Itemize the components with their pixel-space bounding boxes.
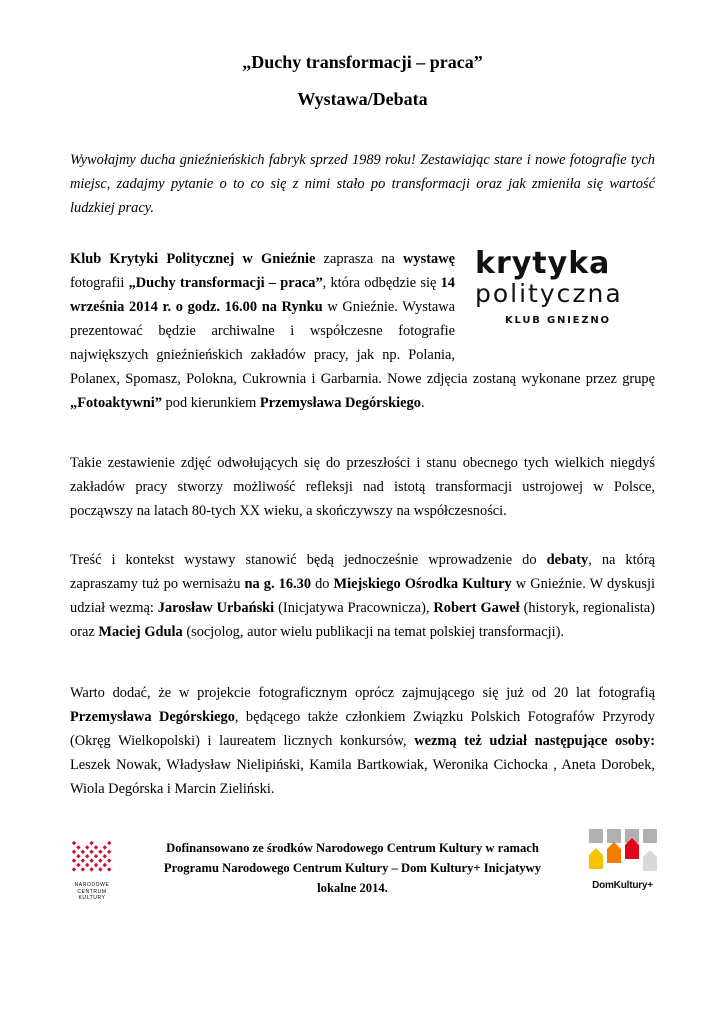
funding-note: Dofinansowano ze środków Narodowego Centrum Kultury w ramach Programu Narodowego Centrum Kultury – Dom Kultury+ Inicjatywy lokalne 2014. — [163, 841, 542, 895]
text-run: w Gnieźnie. W dyskusji udział wezmą: — [70, 576, 655, 616]
text-run: (Inicjatywa Pracownicza), — [274, 600, 434, 616]
nck-emblem-diamond — [107, 867, 111, 871]
kp-logo-line3: KLUB GNIEZNO — [505, 315, 611, 326]
invitation-section — [70, 247, 655, 415]
text-run: pod kierunkiem — [161, 395, 260, 411]
organizer-name: Klub Krytyki Politycznej w Gnieźnie — [70, 251, 316, 267]
text-run: Warto dodać, że w projekcie fotograficznym oprócz zajmującego się już od 20 lat fotografią — [70, 685, 655, 701]
speaker-name: Robert Gaweł — [433, 600, 520, 616]
nck-emblem-diamond — [72, 867, 76, 871]
nck-emblem-diamond — [81, 867, 85, 871]
nck-emblem-diamond — [72, 850, 76, 854]
dk-house-top — [643, 829, 657, 843]
photographer-name: Przemysława Degórskiego — [70, 709, 235, 725]
nck-emblem-diamond — [107, 841, 111, 845]
photographer-name: Przemysława Degórskiego — [259, 395, 421, 411]
nck-emblem-diamond — [81, 858, 85, 862]
kp-logo-line2: polityczna — [475, 279, 623, 308]
nck-emblem-diamond — [85, 863, 89, 867]
nck-emblem-diamond — [85, 845, 89, 849]
nck-emblem-diamond — [94, 854, 98, 858]
nck-logo-line1: NARODOWE — [74, 882, 110, 888]
group-name: „Fotoaktywni” — [70, 395, 162, 411]
nck-logo-line3: KULTURY — [78, 895, 106, 901]
exhibition-name: „Duchy transformacji – praca” — [128, 275, 323, 291]
speaker-name: Maciej Gdula — [98, 624, 183, 640]
document-subtitle: Wystawa/Debata — [297, 89, 428, 109]
dk-house-top — [607, 829, 621, 843]
debate-paragraph — [70, 548, 655, 644]
nck-emblem-diamond — [81, 850, 85, 854]
event-date: 14 września 2014 r. o godz. 16.00 na Rynku — [70, 275, 455, 315]
venue-name: Miejskiego Ośrodka Kultury — [333, 576, 512, 592]
text-run-bold: wezmą też udział następujące osoby: — [414, 733, 655, 749]
speaker-name: Jarosław Urbański — [157, 600, 275, 616]
text-run: do — [311, 576, 334, 592]
nck-emblem-diamond — [76, 863, 80, 867]
text-run: fotografii — [70, 275, 129, 291]
nck-emblem-diamond — [103, 854, 107, 858]
dk-house-body — [607, 842, 621, 863]
intro-paragraph: Wywołajmy ducha gnieźnieńskich fabryk sprzed 1989 roku! Zestawiając stare i nowe fotografie tych miejsc, zadajmy pytanie o to co się z nimi stało po transformacji oraz jak zmieniła się wartość ludzkiej pracy. — [70, 152, 655, 216]
dk-house-body — [643, 850, 657, 871]
kp-logo-line1: krytyka — [475, 246, 611, 281]
dk-house-body — [589, 848, 603, 869]
nck-emblem-diamond — [103, 845, 107, 849]
nck-emblem-diamond — [107, 858, 111, 862]
text-run: (historyk, regionalista) oraz — [70, 600, 655, 640]
nck-emblem-diamond — [98, 858, 102, 862]
nck-emblem-diamond — [76, 854, 80, 858]
dom-kultury-plus-logo — [585, 827, 660, 897]
nck-emblem-diamond — [103, 863, 107, 867]
nck-emblem-diamond — [89, 841, 93, 845]
dk-logo-text: DomKultury+ — [592, 880, 653, 891]
nck-emblem-diamond — [98, 867, 102, 871]
nck-emblem-diamond — [94, 863, 98, 867]
text-run: . — [420, 395, 425, 411]
nck-logo-line2: CENTRUM — [77, 888, 107, 895]
krytyka-polityczna-logo — [475, 246, 655, 345]
reflection-paragraph: Takie zestawienie zdjęć odwołujących się do przeszłości i stanu obecnego tych wielkich niegdyś zakładów pracy stworzy możliwość refleksji nad istotą transformacji ustrojowej w Polsce, począwszy na latach 80-tych XX wieku, a skończywszy na współczesności. — [70, 455, 655, 519]
nck-logo-text — [70, 882, 114, 902]
text-run: , będącego także członkiem Związku Polskich Fotografów Przyrody (Okręg Wielkopolski) i laureatem licznych konkursów, — [70, 709, 655, 749]
text-run: , która odbędzie się — [322, 275, 441, 291]
text-run: w Gnieźnie. Wystawa prezentować będzie archiwalne i współczesne fotografie największych gnieźnieńskich zakładów pracy, jak np. Polania, Polanex, Spomasz, Polokna, Cukrownia i Garbarnia. Nowe zdjęcia zostaną wykonane przez grupę — [70, 299, 655, 387]
dom-kultury-houses-icon — [585, 827, 660, 879]
text-run-bold: debaty — [546, 552, 589, 568]
dk-house-top — [589, 829, 603, 843]
narodowe-centrum-kultury-logo — [70, 840, 120, 900]
nck-emblem-diamond — [76, 845, 80, 849]
nck-emblem-diamond — [107, 850, 111, 854]
text-run: zaprasza na — [315, 251, 404, 267]
nck-emblem-diamond — [72, 841, 76, 845]
text-run: (socjolog, autor wielu publikacji na temat polskiej transformacji). — [182, 624, 564, 640]
nck-emblem-diamond — [72, 858, 76, 862]
nck-emblem-icon — [70, 840, 114, 874]
nck-emblem-diamond — [89, 858, 93, 862]
text-run: Treść i kontekst wystawy stanowić będą jednocześnie wprowadzenie do — [70, 552, 547, 568]
document-title: „Duchy transformacji – praca” — [242, 52, 483, 72]
debate-time: na g. 16.30 — [244, 576, 312, 592]
nck-emblem-diamond — [98, 850, 102, 854]
participants-paragraph — [70, 681, 655, 801]
nck-emblem-diamond — [85, 854, 89, 858]
text-run-bold: wystawę — [403, 251, 455, 267]
nck-emblem-diamond — [89, 850, 93, 854]
participants-list: Leszek Nowak, Władysław Nielipiński, Kamila Bartkowiak, Weronika Cichocka , Aneta Dorobek, Wiola Degórska i Marcin Zieliński. — [70, 757, 655, 797]
nck-emblem-diamond — [94, 845, 98, 849]
text-run: , na którą zapraszamy tuż po wernisażu — [70, 552, 656, 592]
nck-emblem-diamond — [89, 867, 93, 871]
